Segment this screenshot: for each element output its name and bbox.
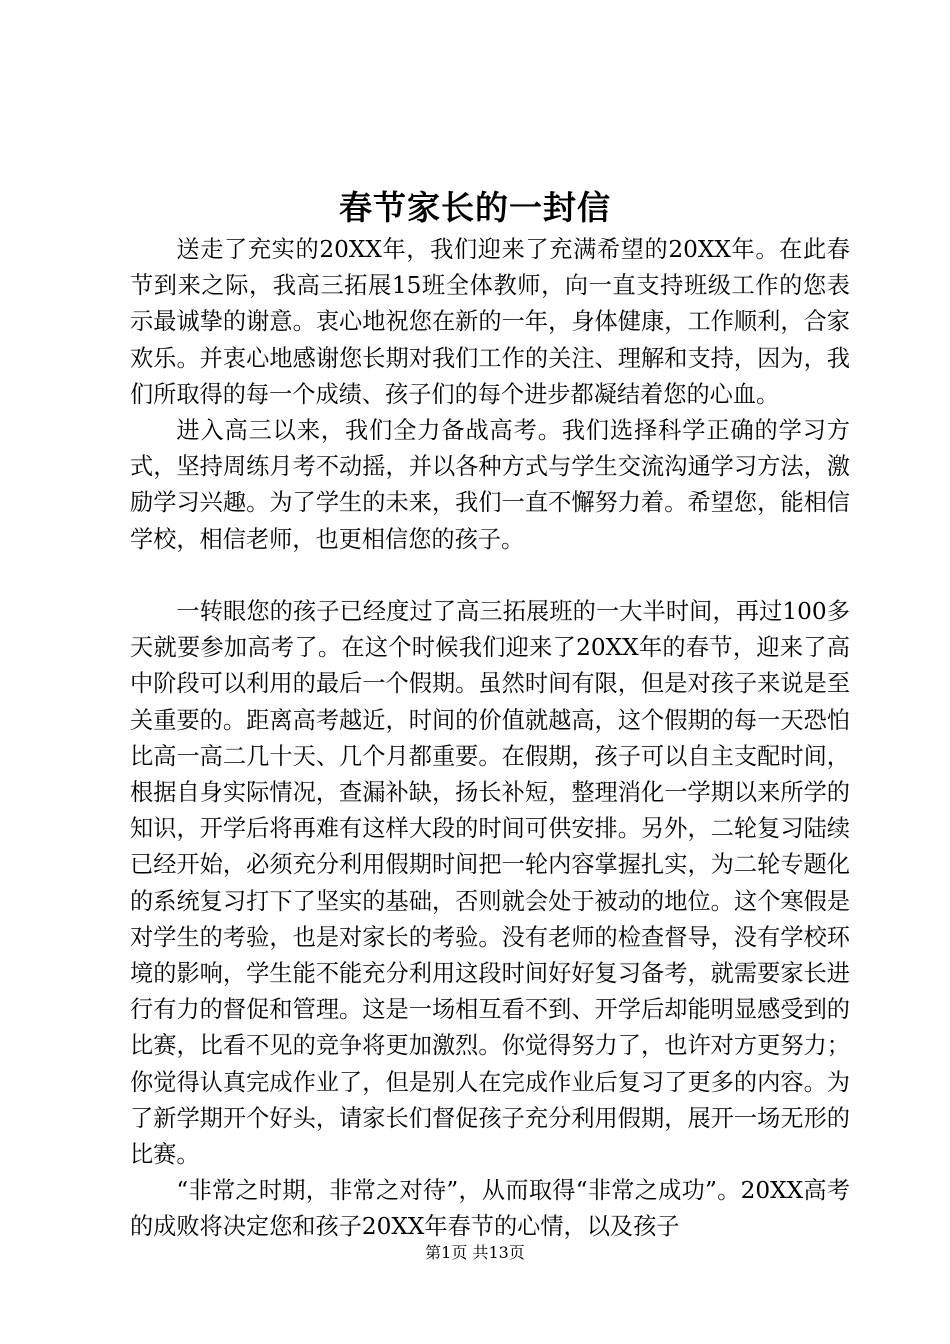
paragraph-2: 进入高三以来，我们全力备战高考。我们选择科学正确的学习方式，坚持周练月考不动摇，并以各种方式与学生交流沟通学习方法，激励学习兴趣。为了学生的未来，我们一直不懈努力着。希望您，能相信学校，相信老师，也更相信您的孩子。 <box>130 417 850 553</box>
page-number-footer: 第1页 共13页 <box>425 1243 525 1262</box>
document-title: 春节家长的一封信 <box>339 188 611 227</box>
paragraph-3: 一转眼您的孩子已经度过了高三拓展班的一大半时间，再过100多天就要参加高考了。在这个时候我们迎来了20XX年的春节，迎来了高中阶段可以利用的最后一个假期。虽然时间有限，但是对孩子来说是至关重要的。距离高考越近，时间的价值就越高，这个假期的每一天恐怕比高一高二几十天、几个月都重要。在假期，孩子可以自主支配时间，根据自身实际情况，查漏补缺，扬长补短，整理消化一学期以来所学的知识，开学后将再难有这样大段的时间可供安排。另外，二轮复习陆续已经开始，必须充分利用假期时间把一轮内容掌握扎实，为二轮专题化的系统复习打下了坚实的基础，否则就会处于被动的地位。这个寒假是对学生的考验，也是对家长的考验。没有老师的检查督导，没有学校环境的影响，学生能不能充分利用这段时间好好复习备考，就需要家长进行有力的督促和管理。这是一场相互看不到、开学后却能明显感受到的比赛，比看不见的竞争将更加激烈。你觉得努力了，也许对方更努力；你觉得认真完成作业了，但是别人在完成作业后复习了更多的内容。为了新学期开个好头，请家长们督促孩子充分利用假期，展开一场无形的比赛。 <box>130 598 850 1169</box>
paragraph-4: “非常之时期，非常之对待”，从而取得“非常之成功”。20XX高考的成败将决定您和孩子20XX年春节的心情，以及孩子 <box>130 1177 850 1241</box>
paragraph-spacer <box>130 558 850 594</box>
paragraph-1: 送走了充实的20XX年，我们迎来了充满希望的20XX年。在此春节到来之际，我高三拓展15班全体教师，向一直支持班级工作的您表示最诚挚的谢意。衷心地祝您在新的一年，身体健康，工作顺利，合家欢乐。并衷心地感谢您长期对我们工作的关注、理解和支持，因为，我们所取得的每一个成绩、孩子们的每个进步都凝结着您的心血。 <box>130 236 850 408</box>
letter-body <box>130 232 850 1246</box>
